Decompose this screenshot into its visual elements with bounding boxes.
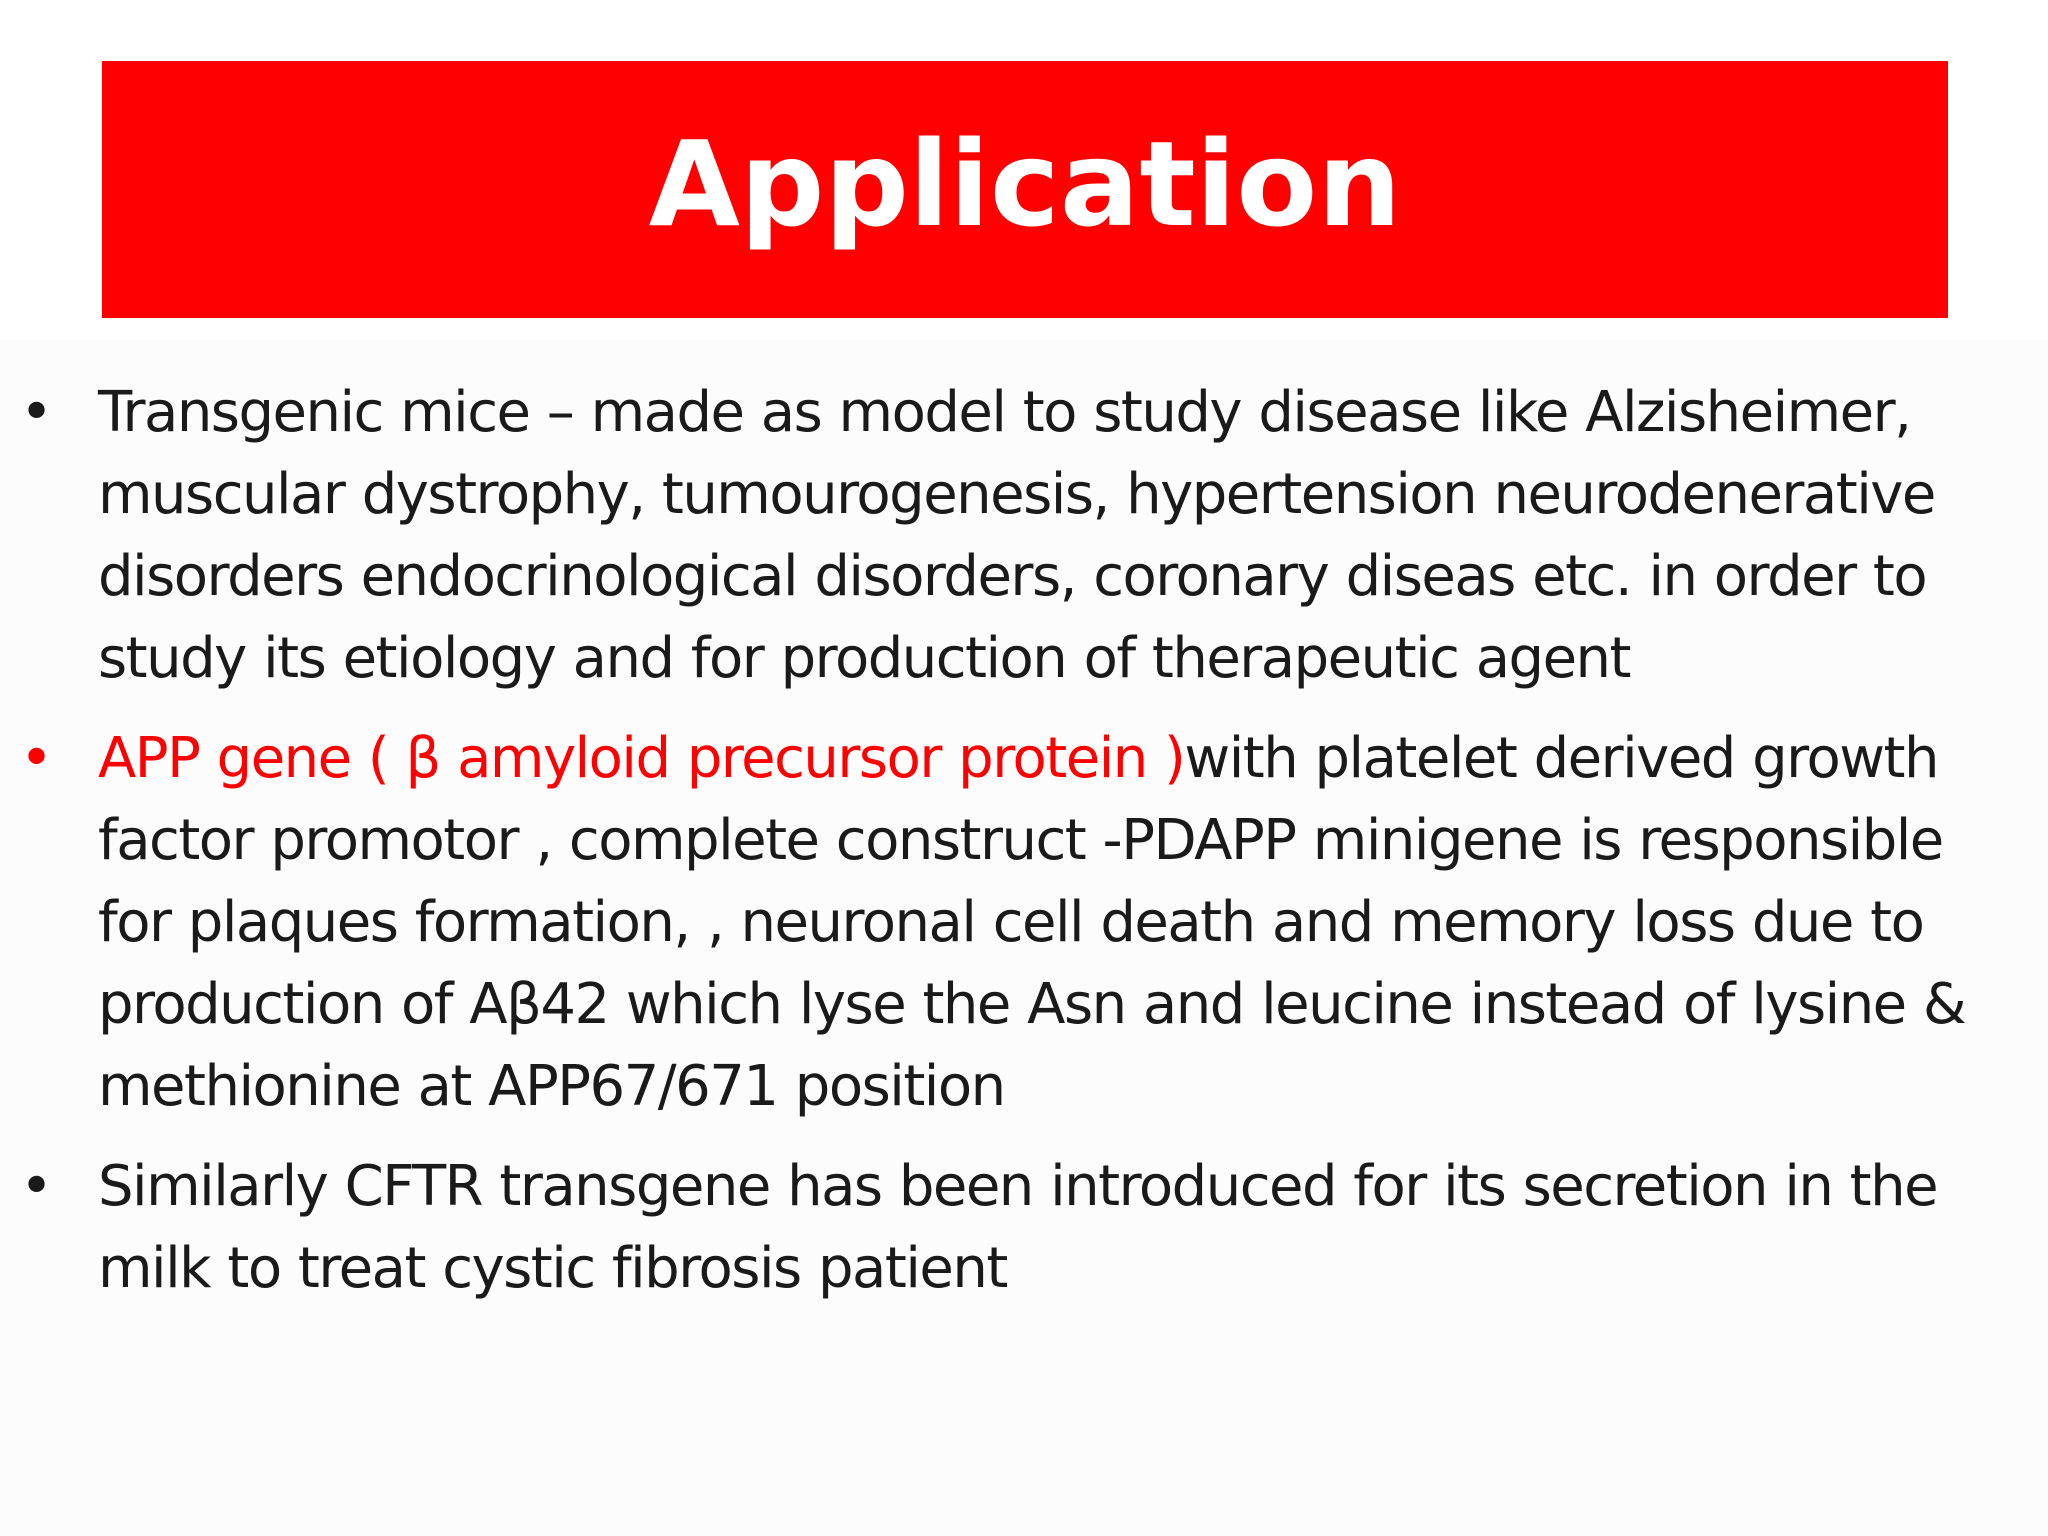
bullet-dot: • (20, 380, 52, 445)
bullet-item-transgenic-mice (0, 372, 2048, 700)
bullet-text: Similarly CFTR transgene has been introduced for its secretion in the milk to treat cystic fibrosis patient (98, 1154, 1938, 1301)
bullet-list (0, 372, 2048, 1328)
title-banner (102, 61, 1948, 318)
bullet-text: with platelet derived growth factor promotor , complete construct -PDAPP minigene is responsible for plaques formation, , neuronal cell death and memory loss due to production of Aβ42 which lyse the Asn and leucine instead of lysine & methionine at APP67/671 position (98, 726, 1966, 1119)
bullet-dot: • (20, 726, 52, 791)
bullet-item-cftr-transgene (0, 1146, 2048, 1310)
bullet-highlight-text: APP gene ( β amyloid precursor protein ) (98, 726, 1185, 791)
bullet-text: Transgenic mice – made as model to study disease like Alzisheimer, muscular dystrophy, tumourogenesis, hypertension neurodenerative disorders endocrinological disorders, coronary diseas etc. in order to study its etiology and for production of therapeutic agent (98, 380, 1935, 691)
bullet-item-app-gene (0, 718, 2048, 1128)
bullet-dot: • (20, 1154, 52, 1219)
page-title: Application (648, 114, 1402, 253)
